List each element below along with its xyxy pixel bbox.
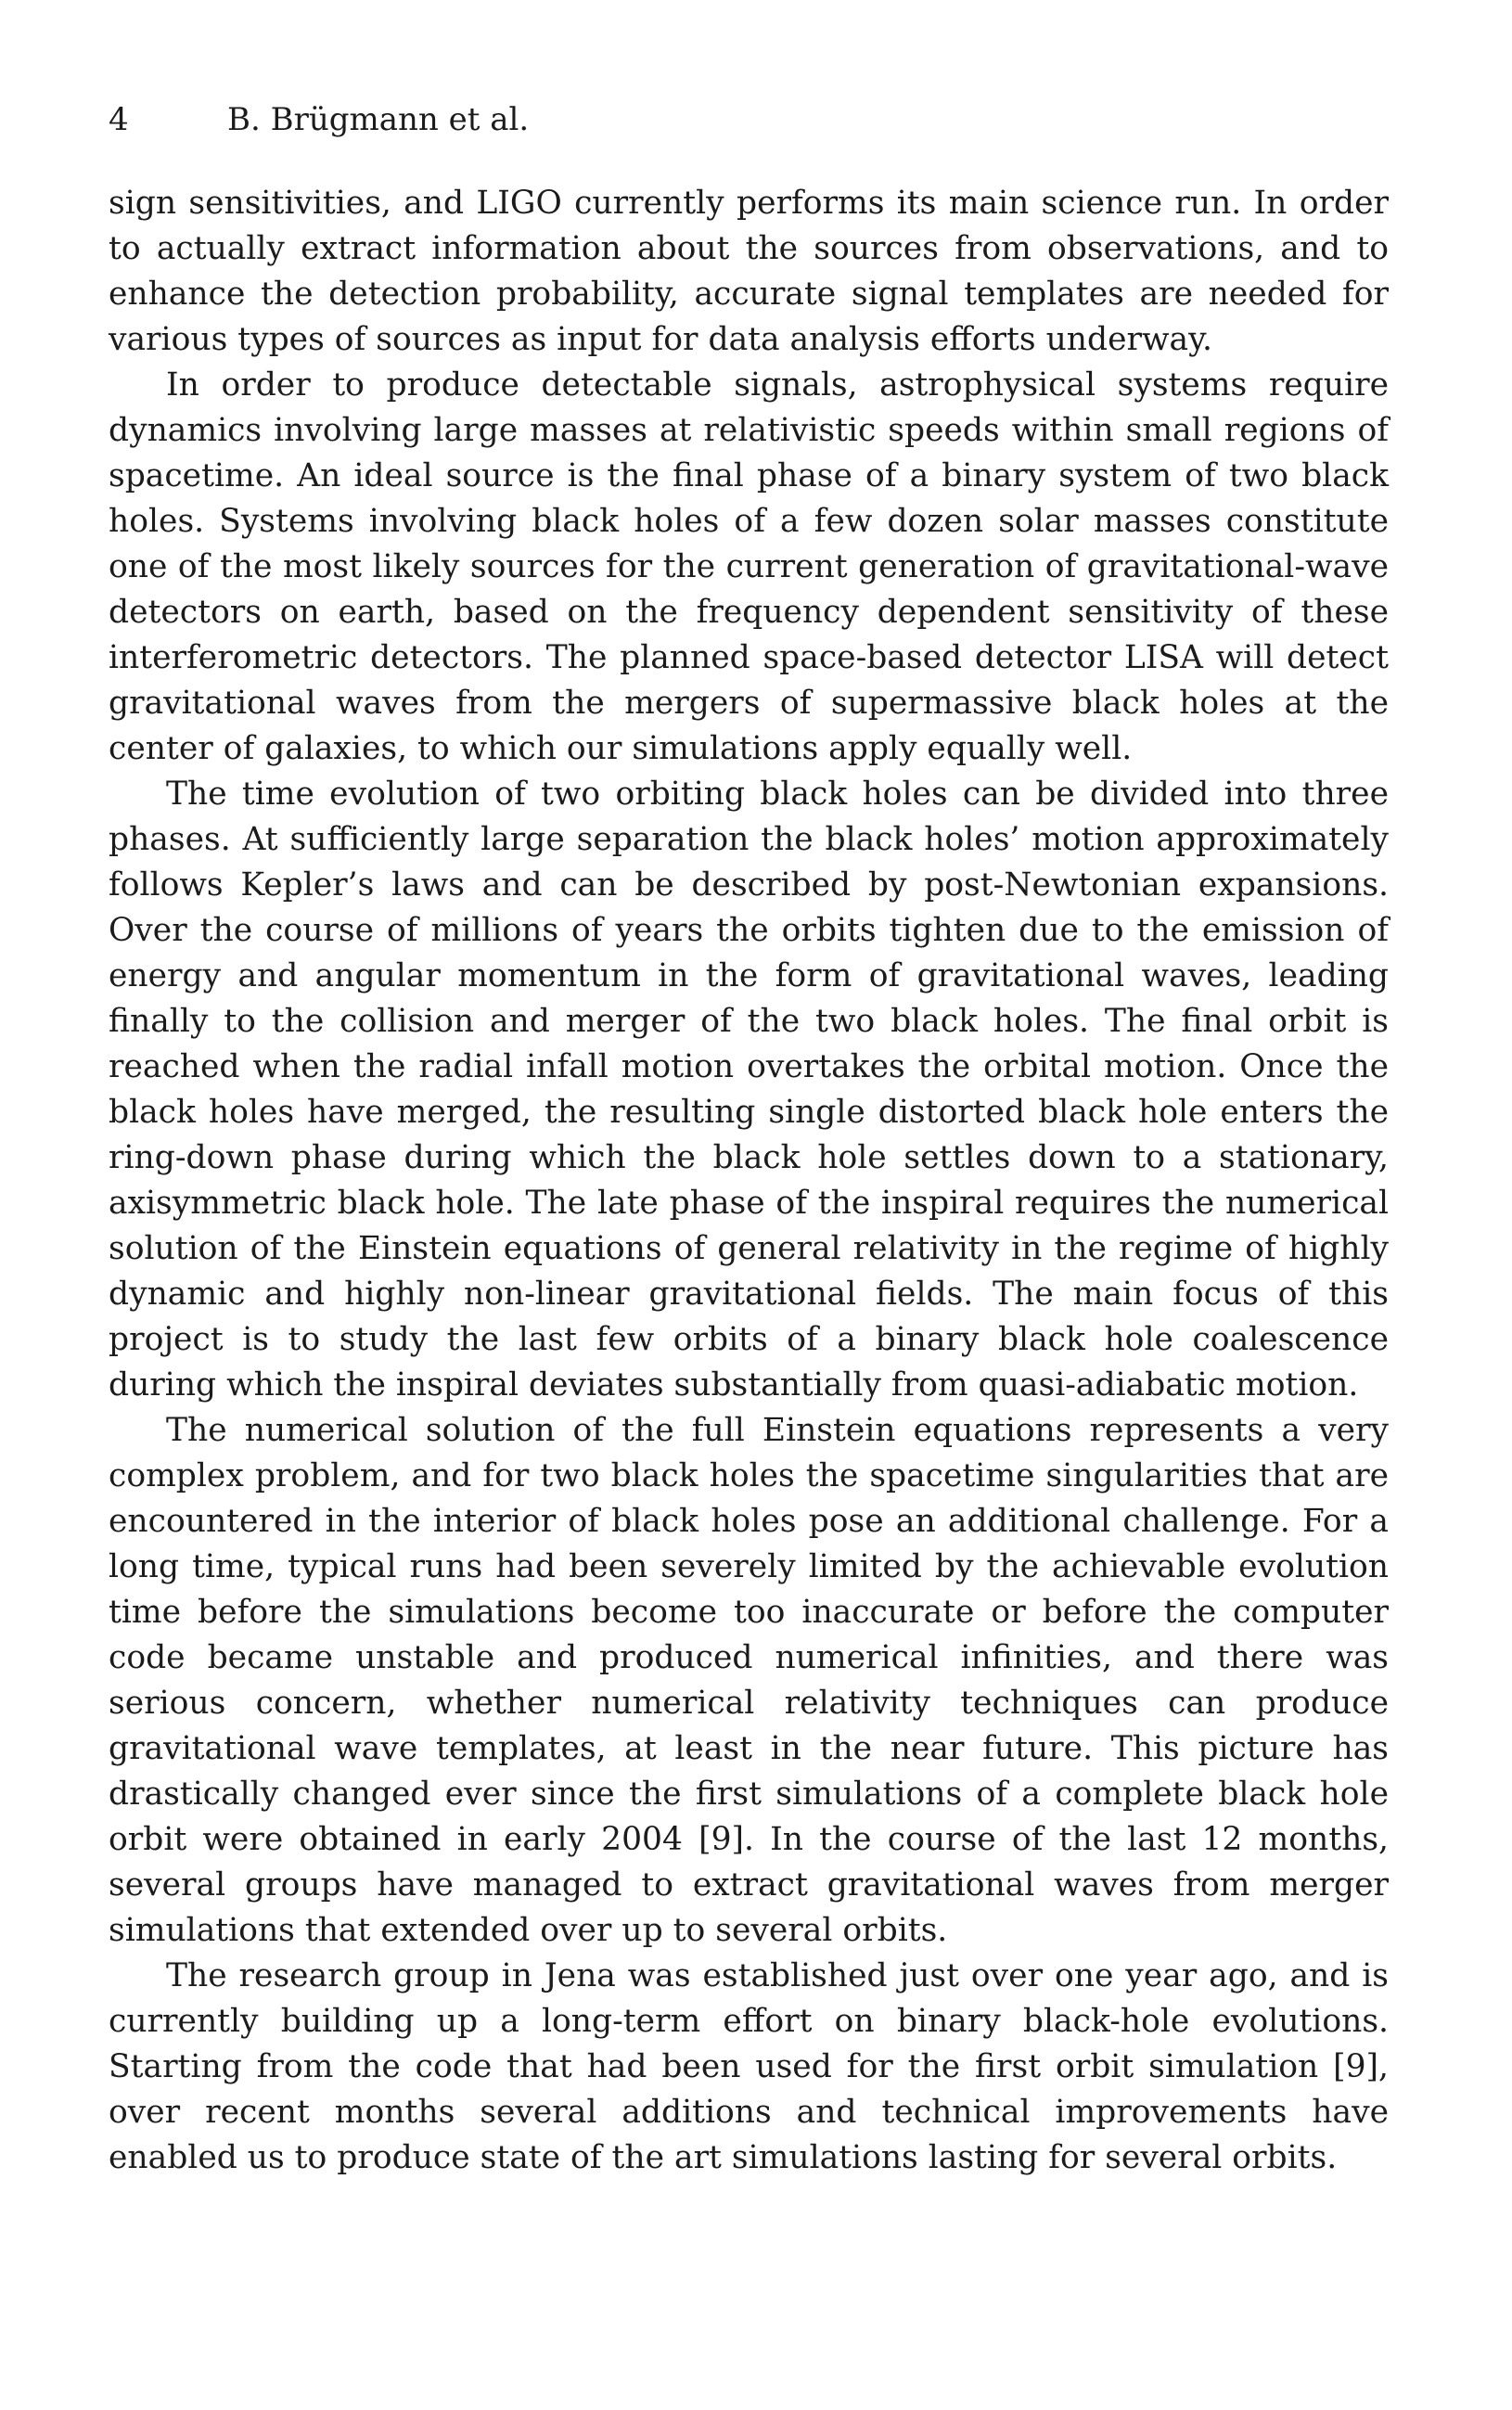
body-text (109, 181, 1389, 2181)
running-title: B. Brügmann et al. (227, 101, 530, 138)
paragraph-continuation: sign sensitivities, and LIGO currently performs its main science run. In order to actually extract information about the sources from observations, and to enhance the detection probability, accurate signal templates are needed for various types of sources as input for data analysis efforts underway. (109, 185, 1389, 358)
paragraph-research-group: The research group in Jena was established just over one year ago, and is currently building up a long-term effort on binary black-hole evolutions. Starting from the code that had been used for the first orbit simulation [9], over recent months several additions and technical improvements have enabled us to produce state of the art simulations lasting for several orbits. (109, 1957, 1389, 2176)
page-number: 4 (109, 101, 129, 138)
running-head (109, 97, 529, 142)
paragraph-detectable-signals: In order to produce detectable signals, astrophysical systems require dynamics involving large masses at relativistic speeds within small regions of spacetime. An ideal source is the final phase of a binary system of two black holes. Systems involving black holes of a few dozen solar masses constitute one of the most likely sources for the current generation of gravitational-wave detectors on earth, based on the frequency dependent sensitivity of these interferometric detectors. The planned space-based detector LISA will detect gravitational waves from the mergers of supermassive black holes at the center of galaxies, to which our simulations apply equally well. (109, 366, 1389, 767)
paragraph-time-evolution: The time evolution of two orbiting black holes can be divided into three phases. At sufficiently large separation the black holes’ motion approximately follows Kepler’s laws and can be described by post-Newtonian expansions. Over the course of millions of years the orbits tighten due to the emission of energy and angular momentum in the form of gravitational waves, leading finally to the collision and merger of the two black holes. The final orbit is reached when the radial infall motion overtakes the orbital motion. Once the black holes have merged, the resulting single distorted black hole enters the ring-down phase during which the black hole settles down to a stationary, axisymmetric black hole. The late phase of the inspiral requires the numerical solution of the Einstein equations of general relativity in the regime of highly dynamic and highly non-linear gravitational fields. The main focus of this project is to study the last few orbits of a binary black hole coalescence during which the inspiral deviates substantially from quasi-adiabatic motion. (109, 776, 1389, 1404)
paragraph-numerical-solution: The numerical solution of the full Einstein equations represents a very complex problem, and for two black holes the spacetime singularities that are encountered in the interior of black holes pose an additional challenge. For a long time, typical runs had been severely limited by the achievable evolution time before the simulations become too inaccurate or before the computer code became unstable and produced numerical infinities, and there was serious concern, whether numerical relativity techniques can produce gravitational wave templates, at least in the near future. This picture has drastically changed ever since the first simulations of a complete black hole orbit were obtained in early 2004 [9]. In the course of the last 12 months, several groups have managed to extract gravitational waves from merger simulations that extended over up to several orbits. (109, 1412, 1389, 1949)
